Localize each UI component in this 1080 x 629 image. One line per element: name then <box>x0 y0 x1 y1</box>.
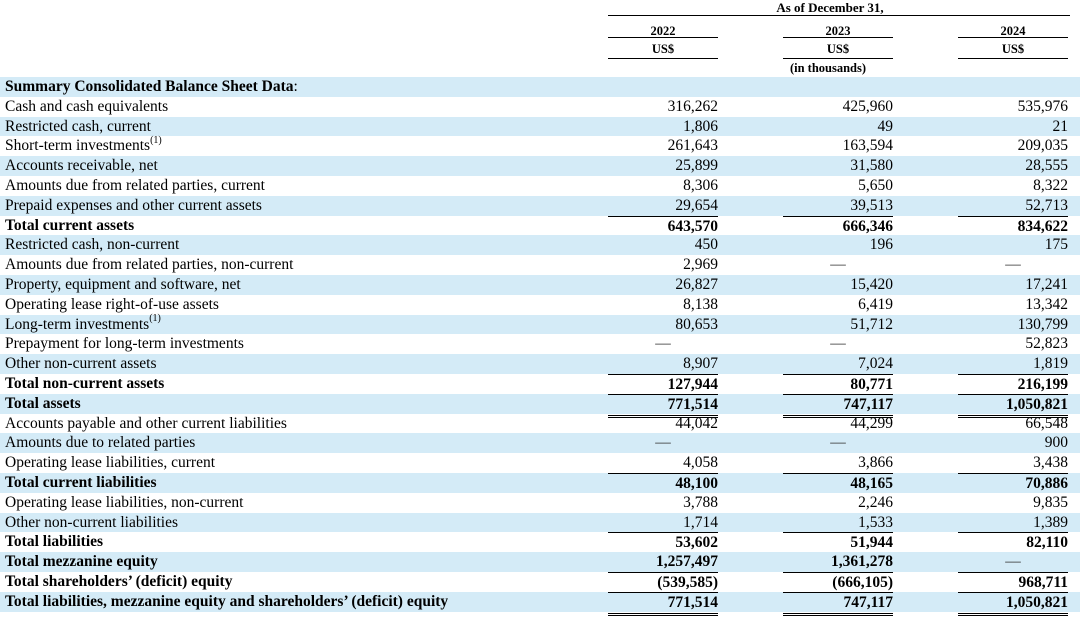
value-cell-2022: — <box>655 434 671 452</box>
value-cell-2023: 2,246 <box>858 493 893 511</box>
table-row <box>0 394 1080 414</box>
value-cell-2024: 70,886 <box>958 473 1068 494</box>
value-cell-2024: 968,711 <box>958 572 1068 593</box>
table-row <box>0 136 1080 156</box>
value-cell-2024: 28,555 <box>1025 157 1068 175</box>
value-cell-2022: 261,643 <box>667 137 718 155</box>
row-label: Total current assets <box>5 216 135 234</box>
row-label: Accounts payable and other current liabilities <box>5 414 287 432</box>
table-row <box>0 414 1080 434</box>
value-cell-2022: 1,714 <box>683 513 718 531</box>
row-label: Total non-current assets <box>5 374 165 392</box>
section-title-row <box>0 77 1080 97</box>
value-cell-2022: 3,788 <box>683 493 718 511</box>
value-cell-2024: 900 <box>1044 434 1068 452</box>
value-cell-2023: 51,712 <box>850 315 893 333</box>
value-cell-2024: 9,835 <box>1033 493 1068 511</box>
row-label: Property, equipment and software, net <box>5 275 241 293</box>
row-label: Long-term investments$^{(1)}$ <box>5 313 161 333</box>
column-header-2022 <box>608 18 718 59</box>
footnote-marker: (1) <box>150 135 162 147</box>
value-cell-2024: 1,050,821 <box>958 394 1068 418</box>
value-cell-2024: 13,342 <box>1025 295 1068 313</box>
value-cell-2022: 29,654 <box>675 196 718 214</box>
value-cell-2023: — <box>830 335 846 353</box>
value-cell-2022: 127,944 <box>608 374 718 395</box>
value-cell-2024: 82,110 <box>958 532 1068 553</box>
row-label: Total mezzanine equity <box>5 553 158 571</box>
value-cell-2024: 66,548 <box>1025 414 1068 432</box>
value-cell-2023: 3,866 <box>858 454 893 472</box>
value-cell-2022: 2,969 <box>683 256 718 274</box>
value-cell-2022: — <box>655 335 671 353</box>
value-cell-2023: 747,117 <box>783 394 893 418</box>
table-row <box>0 473 1080 493</box>
value-cell-2023: 15,420 <box>850 275 893 293</box>
value-cell-2022: 1,806 <box>683 117 718 135</box>
row-label: Total liabilities, mezzanine equity and shareholders’ (deficit) equity <box>5 592 449 610</box>
table-row <box>0 592 1080 612</box>
row-label: Restricted cash, non-current <box>5 236 180 254</box>
value-cell-2022: 53,602 <box>608 532 718 553</box>
table-row <box>0 235 1080 255</box>
row-label: Total liabilities <box>5 533 104 551</box>
row-label: Operating lease liabilities, current <box>5 454 216 472</box>
table-row <box>0 334 1080 354</box>
table-row <box>0 315 1080 335</box>
value-cell-2023: 6,419 <box>858 295 893 313</box>
row-label: Amounts due to related parties <box>5 434 196 452</box>
value-cell-2024: 1,389 <box>1033 513 1068 531</box>
value-cell-2024: 130,799 <box>1017 315 1068 333</box>
value-cell-2022: 48,100 <box>608 473 718 494</box>
row-label: Prepayment for long-term investments <box>5 335 244 353</box>
value-cell-2024: — <box>1005 256 1021 274</box>
value-cell-2023: 747,117 <box>783 592 893 616</box>
row-label: Short-term investments$^{(1)}$ <box>5 135 162 155</box>
value-cell-2024: 535,976 <box>1017 97 1068 115</box>
year-label: 2022 <box>608 18 718 38</box>
value-cell-2023: — <box>830 256 846 274</box>
table-row <box>0 156 1080 176</box>
value-cell-2023: (666,105) <box>783 572 893 593</box>
currency-label: US$ <box>783 38 893 59</box>
value-cell-2024: 52,823 <box>1025 335 1068 353</box>
value-cell-2022: 643,570 <box>608 216 718 237</box>
units-label: (in thousands) <box>789 61 867 75</box>
table-row <box>0 493 1080 513</box>
row-label: Amounts due from related parties, non-current <box>5 256 294 274</box>
value-cell-2024: 175 <box>1044 236 1068 254</box>
value-cell-2023: 48,165 <box>783 473 893 494</box>
value-cell-2022: (539,585) <box>608 572 718 593</box>
table-row <box>0 275 1080 295</box>
value-cell-2023: 666,346 <box>783 216 893 237</box>
row-label: Operating lease right-of-use assets <box>5 295 219 313</box>
table-row <box>0 255 1080 275</box>
table-row <box>0 453 1080 473</box>
row-label: Cash and cash equivalents <box>5 97 169 115</box>
value-cell-2024: 3,438 <box>1033 454 1068 472</box>
year-label: 2023 <box>783 18 893 38</box>
table-row <box>0 97 1080 117</box>
year-label: 2024 <box>958 18 1068 38</box>
value-cell-2024: 8,322 <box>1033 176 1068 194</box>
value-cell-2022: 1,257,497 <box>656 553 718 571</box>
value-cell-2024: 1,050,821 <box>958 592 1068 616</box>
table-row <box>0 176 1080 196</box>
value-cell-2023: 80,771 <box>783 374 893 395</box>
table-row <box>0 572 1080 592</box>
section-title: Summary Consolidated Balance Sheet Data: <box>5 78 298 95</box>
currency-label: US$ <box>608 38 718 59</box>
value-cell-2023: 163,594 <box>842 137 893 155</box>
column-header-2023 <box>783 18 893 59</box>
row-label: Operating lease liabilities, non-current <box>5 493 244 511</box>
value-cell-2022: 44,042 <box>675 414 718 432</box>
table-row <box>0 552 1080 572</box>
value-cell-2022: 771,514 <box>608 592 718 616</box>
value-cell-2024: — <box>1005 553 1021 571</box>
footnote-marker: (1) <box>149 313 161 325</box>
table-row <box>0 117 1080 137</box>
value-cell-2024: 209,035 <box>1017 137 1068 155</box>
row-label: Restricted cash, current <box>5 117 151 135</box>
row-label: Total assets <box>5 394 81 412</box>
value-cell-2022: 8,138 <box>683 295 718 313</box>
value-cell-2023: 49 <box>877 117 893 135</box>
as-of-header: As of December 31, <box>776 0 884 15</box>
value-cell-2022: 771,514 <box>608 394 718 418</box>
value-cell-2024: 834,622 <box>958 216 1068 237</box>
row-label: Amounts due from related parties, current <box>5 176 265 194</box>
value-cell-2022: 4,058 <box>683 454 718 472</box>
table-row <box>0 532 1080 552</box>
row-label: Total current liabilities <box>5 473 157 491</box>
row-label: Other non-current assets <box>5 355 157 373</box>
value-cell-2022: 26,827 <box>675 275 718 293</box>
value-cell-2022: 25,899 <box>675 157 718 175</box>
value-cell-2022: 316,262 <box>667 97 718 115</box>
table-row <box>0 295 1080 315</box>
table-row <box>0 374 1080 394</box>
column-header-2024 <box>958 18 1068 59</box>
table-row <box>0 354 1080 374</box>
value-cell-2022: 80,653 <box>675 315 718 333</box>
value-cell-2023: 425,960 <box>842 97 893 115</box>
value-cell-2023: 31,580 <box>850 157 893 175</box>
value-cell-2024: 52,713 <box>1025 196 1068 214</box>
value-cell-2024: 1,819 <box>1033 355 1068 373</box>
table-row <box>0 216 1080 236</box>
header-rule <box>608 15 1070 16</box>
value-cell-2023: 5,650 <box>858 176 893 194</box>
value-cell-2023: 7,024 <box>858 355 893 373</box>
row-label: Other non-current liabilities <box>5 513 179 531</box>
value-cell-2024: 216,199 <box>958 374 1068 395</box>
row-label: Prepaid expenses and other current assets <box>5 196 262 214</box>
value-cell-2022: 450 <box>694 236 718 254</box>
table-row <box>0 513 1080 533</box>
value-cell-2023: 196 <box>869 236 893 254</box>
table-row <box>0 433 1080 453</box>
value-cell-2023: 44,299 <box>850 414 893 432</box>
value-cell-2023: 1,361,278 <box>831 553 893 571</box>
currency-label: US$ <box>958 38 1068 59</box>
table-row <box>0 196 1080 216</box>
value-cell-2023: 39,513 <box>850 196 893 214</box>
row-label: Total shareholders’ (deficit) equity <box>5 572 233 590</box>
table-body <box>0 77 1080 612</box>
value-cell-2023: 51,944 <box>783 532 893 553</box>
value-cell-2024: 21 <box>1052 117 1068 135</box>
row-label: Accounts receivable, net <box>5 157 158 175</box>
value-cell-2023: 1,533 <box>858 513 893 531</box>
value-cell-2022: 8,907 <box>683 355 718 373</box>
value-cell-2024: 17,241 <box>1025 275 1068 293</box>
value-cell-2022: 8,306 <box>683 176 718 194</box>
value-cell-2023: — <box>830 434 846 452</box>
